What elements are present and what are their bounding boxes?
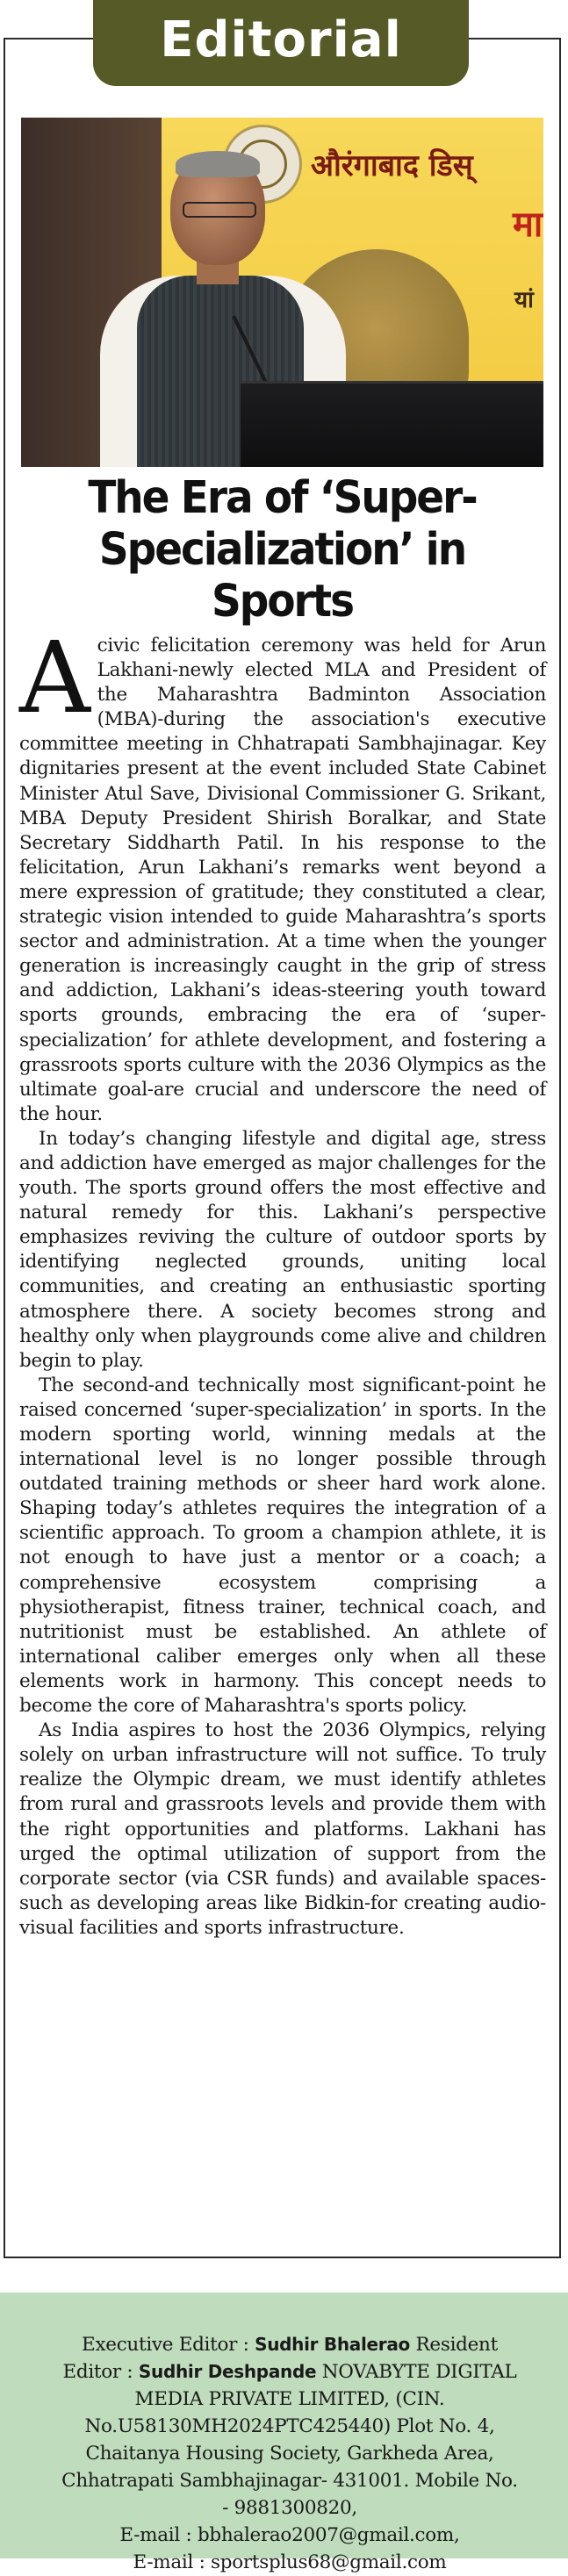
backdrop-text-3: यां bbox=[514, 287, 534, 313]
backdrop-text-2: मा bbox=[513, 205, 543, 245]
article-paragraph-4: As India aspires to host the 2036 Olympics, relying solely on urban infrastructure will not suffice. To truly realize the Olympic dream, we must identify athletes from rural and grassroots levels and provide them with the right opportunities and platforms. Lakhani has urged the optimal utilization of support from the corporate sector (via CSR funds) and available spaces-such as developing areas like Bidkin-for creating audio-visual facilities and sports infrastructure. bbox=[19, 1719, 546, 1939]
article-headline: The Era of ‘Super-Specialization’ in Sports bbox=[88, 472, 477, 628]
publisher-details: NOVABYTE DIGITAL MEDIA PRIVATE LIMITED, (CIN. No.U58130MH2024PTC425440) Plot No. 4, Chaitanya Housing Society, Garkheda Area, Chhatrapati Sambhajinagar- 431001. Mobile No. - 9881300820, bbox=[61, 2361, 518, 2519]
speaker-hair bbox=[176, 151, 260, 177]
article-paragraph-1 bbox=[19, 621, 546, 1127]
email-primary: E-mail : bbhalerao2007@gmail.com, bbox=[119, 2524, 460, 2546]
article-paragraph-2: In today’s changing lifestyle and digital age, stress and addiction have emerged as major challenges for the youth. The sports ground offers the most effective and natural remedy for this. Lakhani’s perspective emphasizes reviving the culture of outdoor sports by identifying neglected grounds, uniting local communities, and creating an enthusiastic sporting atmosphere there. A society becomes strong and healthy only when playgrounds come alive and children begin to play. bbox=[19, 1127, 546, 1372]
imprint-text bbox=[56, 2331, 523, 2576]
email-secondary: E-mail : sportsplus68@gmail.com bbox=[133, 2551, 447, 2573]
paragraph-text: civic felicitation ceremony was held for Arun Lakhani-newly elected MLA and President of the Maharashtra Badminton Association (MBA)-during the association's executive committee meeting in Chhatrapati Sambhajinagar. Key dignitaries present at the event included State Cabinet Minister Atul Save, Divisional Commissioner G. Srikant, MBA Deputy President Shirish Boralkar, and State Secretary Siddharth Patil. In his response to the felicitation, Arun Lakhani’s remarks went beyond a mere expression of gratitude; they constituted a clear, strategic vision intended to guide Maharashtra’s sports sector and administration. At a time when the younger generation is increasingly caught in the grip of stress and addiction, Lakhani’s ideas-steering youth toward sports grounds, embracing the era of ‘super-specialization’ for athlete development, and fostering a grassroots sports culture with the 2036 Olympics as the ultimate goal-are crucial and underscore the need of the hour. bbox=[19, 635, 546, 1125]
podium bbox=[241, 381, 543, 467]
resident-editor-name: Sudhir Deshpande bbox=[138, 2361, 317, 2382]
imprint-footer bbox=[0, 2293, 568, 2573]
section-banner: Editorial bbox=[93, 0, 469, 86]
article-photo bbox=[21, 118, 543, 467]
drop-cap: A bbox=[19, 621, 90, 735]
exec-editor-name: Sudhir Bhalerao bbox=[255, 2334, 410, 2355]
backdrop-text-1: औरंगाबाद डिस् bbox=[311, 148, 473, 183]
resident-editor-label: Resident Editor : bbox=[62, 2334, 498, 2383]
article-body bbox=[19, 621, 546, 1941]
article-paragraph-3: The second-and technically most significant-point he raised concerned ‘super-specialization’ in sports. In the modern sporting world, winning medals at the international level is no longer possible through outdated training methods or sheer hard work alone. Shaping today’s athletes requires the integration of a scientific approach. To groom a champion athlete, it is not enough to have just a mentor or a coach; a comprehensive ecosystem comprising a physiotherapist, fitness trainer, technical coach, and nutritionist must be established. An athlete of international caliber emerges only when all these elements work in harmony. This concept needs to become the core of Maharashtra's sports policy. bbox=[19, 1374, 546, 1718]
exec-editor-label: Executive Editor : bbox=[82, 2334, 255, 2356]
speaker-glasses bbox=[183, 202, 256, 218]
